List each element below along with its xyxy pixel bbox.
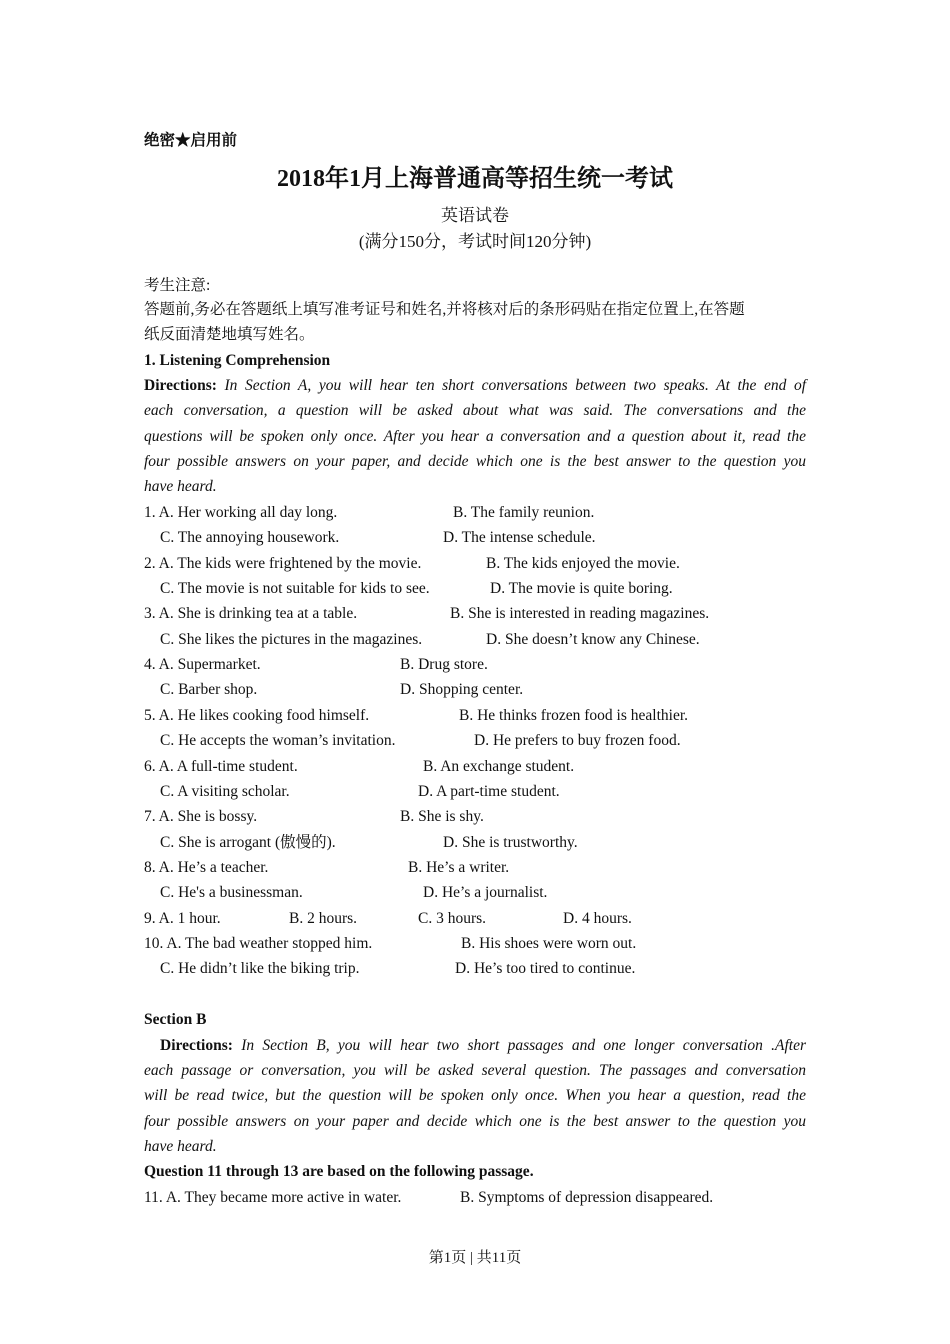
- q1-option-d: D. The intense schedule.: [443, 529, 596, 546]
- q5-option-c: C. He accepts the woman’s invitation.: [160, 732, 396, 749]
- directions-text: In Section A, you will hear ten short conversations between two speaks. At the end of: [224, 377, 807, 394]
- q4-option-c: C. Barber shop.: [160, 681, 258, 698]
- q10-option-a: 10. A. The bad weather stopped him.: [144, 935, 373, 952]
- q2-option-b: B. The kids enjoyed the movie.: [486, 555, 680, 572]
- q6-option-d: D. A part-time student.: [418, 783, 560, 800]
- q9-option-d: D. 4 hours.: [563, 910, 632, 927]
- page-footer: 第1页 | 共11页: [428, 1250, 522, 1266]
- q7-option-b: B. She is shy.: [400, 808, 484, 825]
- q7-option-a: 7. A. She is bossy.: [144, 808, 258, 825]
- q9-option-c: C. 3 hours.: [418, 910, 487, 927]
- q3-option-a: 3. A. She is drinking tea at a table.: [144, 605, 358, 622]
- section-b-directions-line: [160, 1036, 806, 1056]
- section-b-directions-line: have heard.: [144, 1138, 217, 1155]
- q5-option-b: B. He thinks frozen food is healthier.: [459, 707, 689, 724]
- q3-option-c: C. She likes the pictures in the magazines.: [160, 631, 423, 648]
- directions-label: Directions:: [144, 377, 217, 394]
- q8-option-c: C. He's a businessman.: [160, 884, 303, 901]
- secret-label: 绝密★启用前: [144, 132, 238, 149]
- q6-option-b: B. An exchange student.: [423, 758, 575, 775]
- q9-option-a: 9. A. 1 hour.: [144, 910, 221, 927]
- q11-option-b: B. Symptoms of depression disappeared.: [460, 1189, 714, 1206]
- q3-option-d: D. She doesn’t know any Chinese.: [486, 631, 700, 648]
- q4-option-a: 4. A. Supermarket.: [144, 656, 261, 673]
- q4-option-b: B. Drug store.: [400, 656, 488, 673]
- q10-option-c: C. He didn’t like the biking trip.: [160, 960, 360, 977]
- q8-option-b: B. He’s a writer.: [408, 859, 510, 876]
- section-a-directions-line: each conversation, a question will be asked about what was said. The conversations and the: [144, 402, 806, 419]
- q11-option-a: 11. A. They became more active in water.: [144, 1189, 402, 1206]
- notice-line-1: 答题前,务必在答题纸上填写准考证号和姓名,并将核对后的条形码贴在指定位置上,在答题: [144, 301, 745, 318]
- exam-subject: 英语试卷: [441, 206, 509, 225]
- q2-option-d: D. The movie is quite boring.: [490, 580, 673, 597]
- section-a-directions-line: have heard.: [144, 478, 217, 495]
- q5-option-d: D. He prefers to buy frozen food.: [474, 732, 681, 749]
- section-a-directions-line: questions will be spoken only once. After you hear a conversation and a question about it, read the: [144, 428, 806, 445]
- q5-option-a: 5. A. He likes cooking food himself.: [144, 707, 370, 724]
- section-a-directions-line: four possible answers on your paper, and decide which one is the best answer to the question you: [144, 453, 806, 470]
- q1-option-a: 1. A. Her working all day long.: [144, 504, 338, 521]
- q6-option-c: C. A visiting scholar.: [160, 783, 290, 800]
- section-b-heading: Section B: [144, 1011, 207, 1028]
- q7-option-d: D. She is trustworthy.: [443, 834, 578, 851]
- exam-note: (满分150分，考试时间120分钟): [358, 232, 592, 251]
- q8-option-d: D. He’s a journalist.: [423, 884, 548, 901]
- q9-option-b: B. 2 hours.: [289, 910, 358, 927]
- notice-line-2: 纸反面清楚地填写姓名。: [144, 326, 315, 343]
- exam-title: 2018年1月上海普通高等招生统一考试: [277, 166, 673, 192]
- q2-option-c: C. The movie is not suitable for kids to see.: [160, 580, 430, 597]
- q6-option-a: 6. A. A full-time student.: [144, 758, 298, 775]
- q2-option-a: 2. A. The kids were frightened by the movie.: [144, 555, 422, 572]
- q1-option-b: B. The family reunion.: [453, 504, 595, 521]
- q3-option-b: B. She is interested in reading magazines.: [450, 605, 710, 622]
- q4-option-d: D. Shopping center.: [400, 681, 524, 698]
- section-b-directions-line: will be read twice, but the question will be spoken only once. When you hear a question, read the: [144, 1087, 806, 1104]
- section-b-directions-line: each passage or conversation, you will be asked several question. The passages and conversation: [144, 1062, 806, 1079]
- directions-label: Directions:: [160, 1037, 233, 1054]
- section-a-directions-line: [144, 376, 806, 396]
- q8-option-a: 8. A. He’s a teacher.: [144, 859, 269, 876]
- section-a-heading: 1. Listening Comprehension: [144, 352, 331, 369]
- q1-option-c: C. The annoying housework.: [160, 529, 340, 546]
- directions-text: In Section B, you will hear two short passages and one longer conversation .After: [241, 1037, 806, 1054]
- section-b-directions-line: four possible answers on your paper and decide which one is the best answer to the question you: [144, 1113, 806, 1130]
- q10-option-b: B. His shoes were worn out.: [461, 935, 637, 952]
- passage-note: Question 11 through 13 are based on the following passage.: [144, 1163, 534, 1180]
- notice-label: 考生注意:: [144, 277, 211, 294]
- q10-option-d: D. He’s too tired to continue.: [455, 960, 636, 977]
- q7-option-c: C. She is arrogant (傲慢的).: [160, 834, 336, 851]
